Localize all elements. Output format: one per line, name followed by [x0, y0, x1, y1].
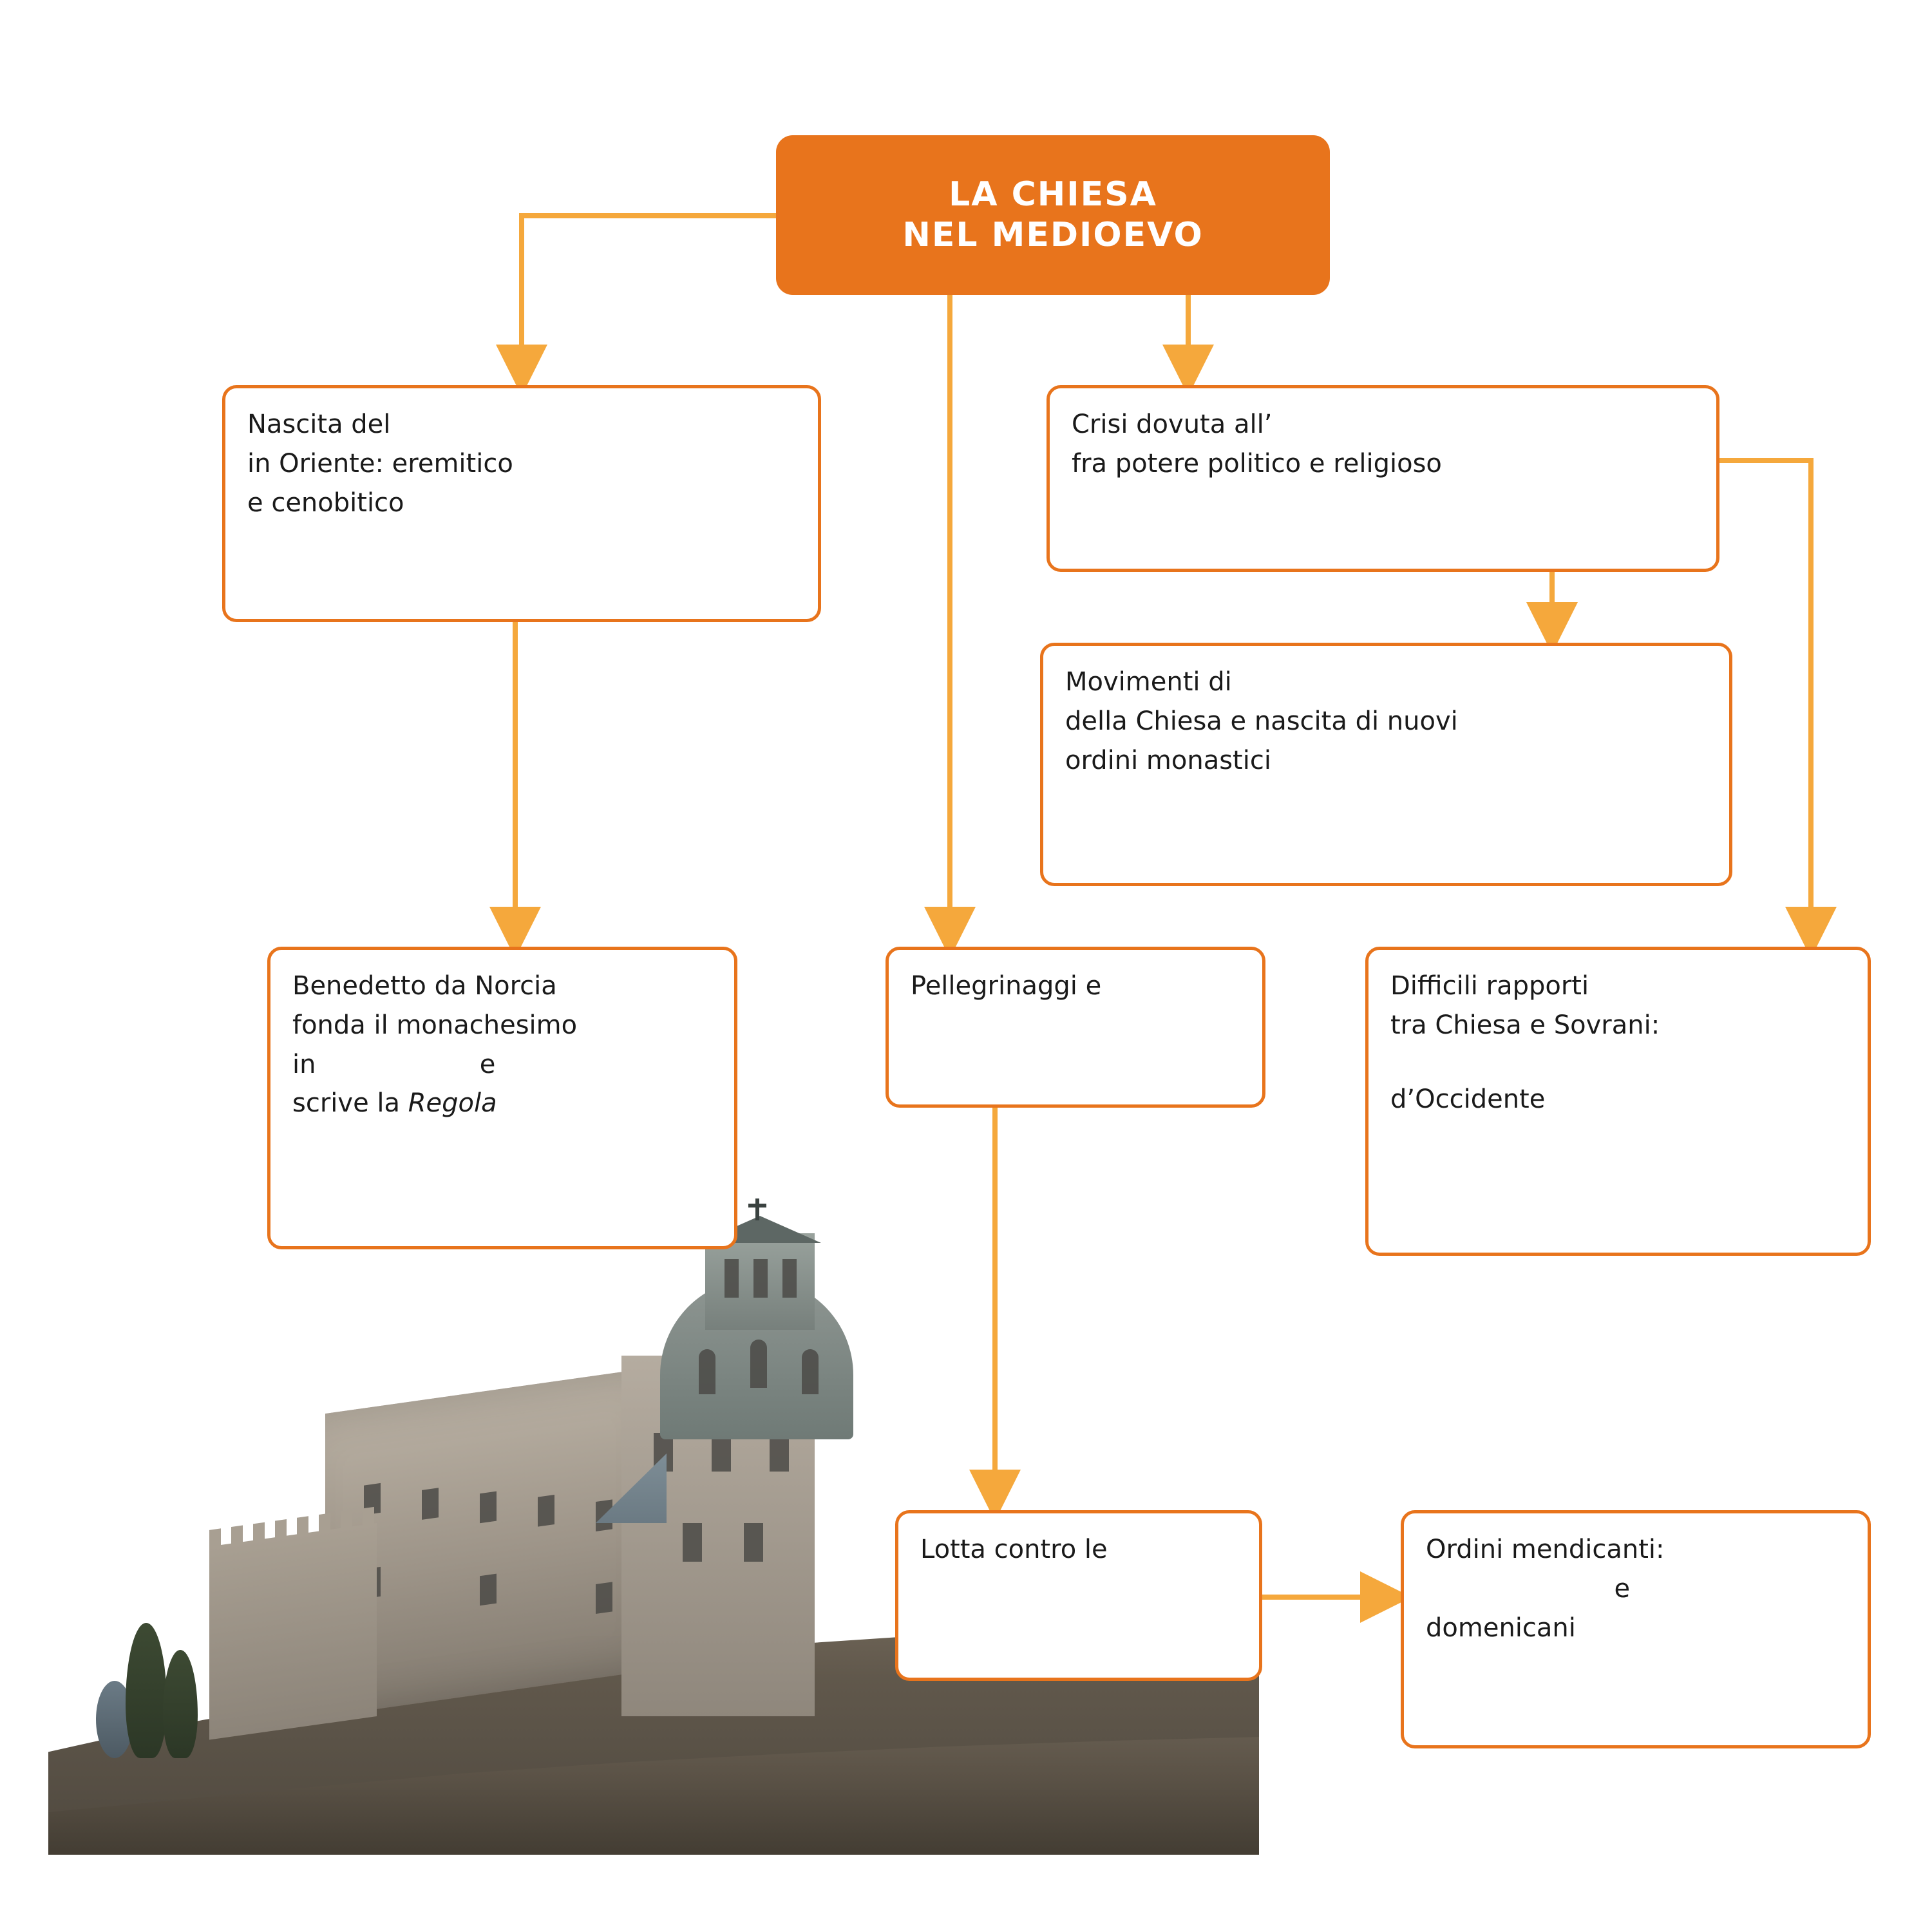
ordini-line-3: domenicani — [1426, 1613, 1576, 1643]
node-rapporti-chiesa-sovrani[interactable] — [1365, 947, 1871, 1256]
benedetto-line-1: Benedetto da Norcia — [292, 971, 557, 1001]
pellegrinaggi-line-1: Pellegrinaggi e — [911, 971, 1102, 1001]
benedetto-line-4 — [292, 1084, 712, 1123]
node-benedetto-da-norcia[interactable] — [267, 947, 737, 1249]
tree-icon — [96, 1681, 133, 1758]
difficili-line-3 — [1390, 1045, 1846, 1080]
movimenti-line-2: della Chiesa e nascita di nuovi — [1065, 706, 1458, 736]
connector-crisi-to-difficili — [1719, 460, 1811, 933]
benedetto-line-2: fonda il monachesimo — [292, 1010, 578, 1040]
hillside-foreground-shape — [48, 1662, 1259, 1855]
abbey-main-wall — [325, 1363, 686, 1716]
title-line-1: LA CHIESA — [949, 175, 1157, 214]
crisi-line-1: Crisi dovuta all’ — [1072, 410, 1273, 439]
ordini-line-1: Ordini mendicanti: — [1426, 1535, 1665, 1564]
nascita-line-1: Nascita del — [247, 410, 391, 439]
node-ordini-mendicanti[interactable] — [1401, 1510, 1871, 1748]
title-box[interactable] — [776, 135, 1330, 295]
difficili-line-4: d’Occidente — [1390, 1084, 1546, 1114]
movimenti-line-1: Movimenti di — [1065, 667, 1232, 697]
lotta-line-1: Lotta contro le — [920, 1535, 1108, 1564]
node-lotta-contro-eresie[interactable] — [895, 1510, 1262, 1681]
tree-icon — [126, 1623, 167, 1758]
abbey-apse — [660, 1278, 853, 1439]
abbey-building — [209, 1265, 892, 1716]
benedetto-line-4-text: scrive la — [292, 1088, 408, 1119]
abbey-merlons — [209, 1506, 378, 1549]
nascita-line-2: in Oriente: eremitico — [247, 448, 513, 478]
abbey-buttress — [596, 1407, 667, 1523]
node-pellegrinaggi[interactable] — [886, 947, 1265, 1108]
nascita-line-3: e cenobitico — [247, 488, 404, 518]
ordini-line-2: e — [1426, 1573, 1631, 1604]
difficili-line-2: tra Chiesa e Sovrani: — [1390, 1010, 1660, 1040]
difficili-line-1: Difficili rapporti — [1390, 971, 1589, 1001]
movimenti-line-3: ordini monastici — [1065, 745, 1271, 775]
tree-cluster — [87, 1610, 248, 1758]
benedetto-line-3: in e — [292, 1049, 496, 1079]
crisi-line-2: fra potere politico e religioso — [1072, 448, 1442, 478]
node-crisi-chiesa[interactable] — [1046, 385, 1719, 572]
benedetto-regola-italic: Regola — [408, 1088, 497, 1119]
tree-icon — [163, 1650, 198, 1758]
node-nascita-monachesimo[interactable] — [222, 385, 821, 622]
abbey-rampart-wall — [209, 1523, 377, 1740]
node-movimenti-riforma[interactable] — [1040, 643, 1732, 886]
title-line-2: NEL MEDIOEVO — [902, 216, 1204, 254]
abbey-right-wall — [621, 1356, 815, 1716]
cross-icon — [755, 1198, 759, 1220]
connector-title-to-nascita — [522, 216, 776, 370]
